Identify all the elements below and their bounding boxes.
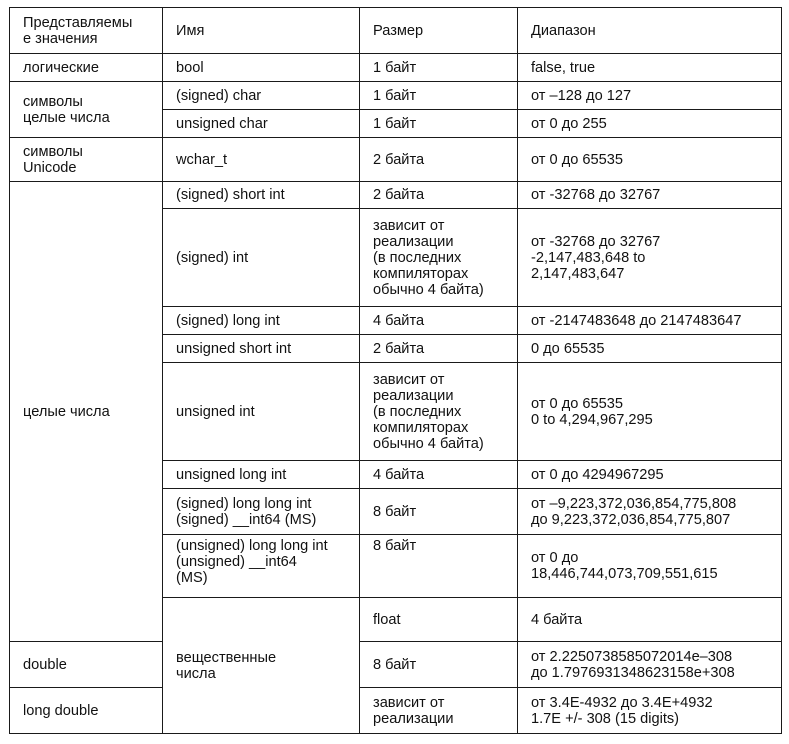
type-size: 2 байта	[360, 335, 518, 363]
type-range: 0 до 65535	[518, 335, 782, 363]
type-size: 4 байта	[518, 598, 782, 642]
type-size: 1 байт	[360, 54, 518, 82]
type-range: от 2.2250738585072014e–308 до 1.7976931348623158e+308	[518, 642, 782, 688]
type-range: от 0 до 255	[518, 110, 782, 138]
type-name: (signed) long int	[163, 307, 360, 335]
type-range: от 0 до 4294967295	[518, 461, 782, 489]
data-types-table	[9, 7, 782, 734]
type-range: от -32768 до 32767	[518, 182, 782, 209]
type-size: зависит от реализации	[360, 688, 518, 734]
group-integers: целые числа	[10, 182, 163, 642]
type-range: от -2147483648 до 2147483647	[518, 307, 782, 335]
group-reals: вещественные числа	[163, 598, 360, 734]
type-name: (signed) char	[163, 82, 360, 110]
type-name: (unsigned) long long int (unsigned) __int64 (MS)	[163, 535, 360, 598]
table-row	[10, 138, 782, 182]
header-size: Размер	[360, 8, 518, 54]
type-size: 8 байт	[360, 489, 518, 535]
table-row	[10, 82, 782, 110]
table-row	[10, 54, 782, 82]
type-size: 2 байта	[360, 138, 518, 182]
type-range: от 0 до 18,446,744,073,709,551,615	[518, 535, 782, 598]
type-range: false, true	[518, 54, 782, 82]
type-range: от –9,223,372,036,854,775,808 до 9,223,372,036,854,775,807	[518, 489, 782, 535]
type-name: wchar_t	[163, 138, 360, 182]
type-name: (signed) short int	[163, 182, 360, 209]
type-name: long double	[10, 688, 163, 734]
type-size: 4 байта	[360, 461, 518, 489]
type-size: 8 байт	[360, 642, 518, 688]
group-chars: символы целые числа	[10, 82, 163, 138]
header-category: Представляемы е значения	[10, 8, 163, 54]
header-range: Диапазон	[518, 8, 782, 54]
type-name: float	[360, 598, 518, 642]
type-size: 1 байт	[360, 82, 518, 110]
type-name: unsigned char	[163, 110, 360, 138]
header-row	[10, 8, 782, 54]
type-size: зависит от реализации (в последних компиляторах обычно 4 байта)	[360, 363, 518, 461]
table-row	[10, 642, 782, 688]
type-name: unsigned long int	[163, 461, 360, 489]
type-name: double	[10, 642, 163, 688]
header-name: Имя	[163, 8, 360, 54]
type-size: 8 байт	[360, 535, 518, 598]
type-range: от –128 до 127	[518, 82, 782, 110]
type-size: 4 байта	[360, 307, 518, 335]
type-name: (signed) long long int (signed) __int64 (MS)	[163, 489, 360, 535]
group-logical: логические	[10, 54, 163, 82]
type-size: 1 байт	[360, 110, 518, 138]
table-row	[10, 182, 782, 209]
table-row	[10, 688, 782, 734]
type-size: 2 байта	[360, 182, 518, 209]
group-unicode: символы Unicode	[10, 138, 163, 182]
type-range: от -32768 до 32767 -2,147,483,648 to 2,147,483,647	[518, 209, 782, 307]
type-size: зависит от реализации (в последних компиляторах обычно 4 байта)	[360, 209, 518, 307]
type-name: unsigned short int	[163, 335, 360, 363]
type-range: от 0 до 65535	[518, 138, 782, 182]
type-name: bool	[163, 54, 360, 82]
type-range: от 3.4E-4932 до 3.4E+4932 1.7E +/- 308 (15 digits)	[518, 688, 782, 734]
type-name: unsigned int	[163, 363, 360, 461]
type-name: (signed) int	[163, 209, 360, 307]
type-range: от 0 до 65535 0 to 4,294,967,295	[518, 363, 782, 461]
